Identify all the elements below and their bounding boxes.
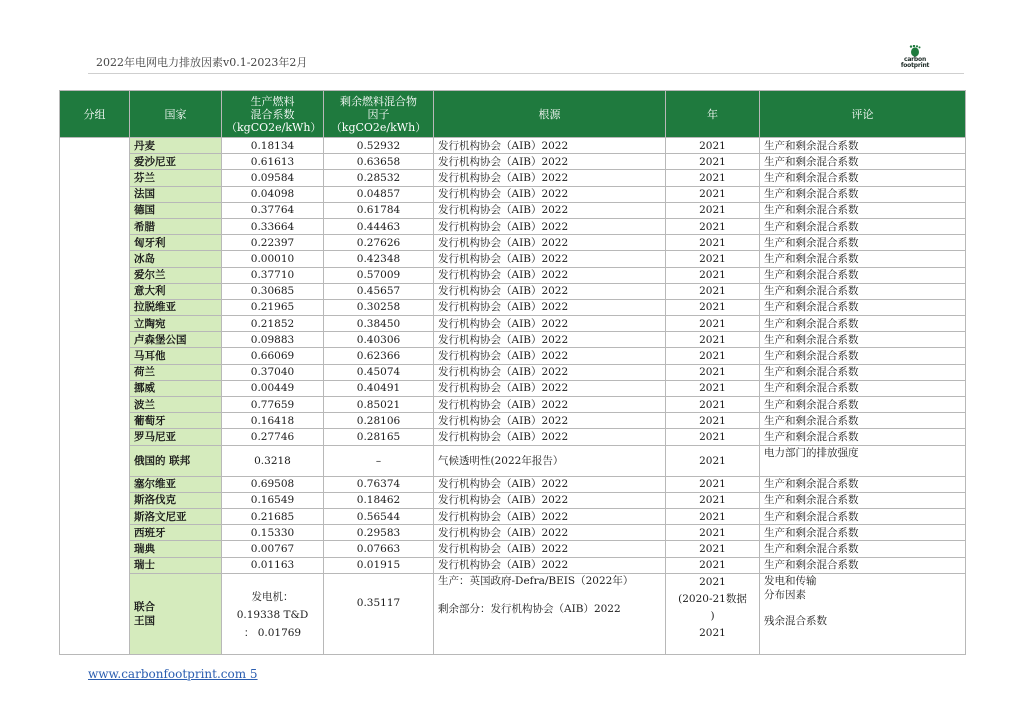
table-header-row — [60, 91, 966, 138]
production-factor-cell: 0.16549 — [222, 492, 324, 508]
source-cell: 发行机构协会（AIB）2022 — [434, 541, 666, 557]
year-cell: 2021 — [666, 299, 760, 315]
comment-cell: 生产和剩余混合系数 — [760, 267, 966, 283]
table-row — [60, 154, 966, 170]
year-cell: 2021 — [666, 235, 760, 251]
comment-cell: 生产和剩余混合系数 — [760, 429, 966, 445]
uk-year-line4: 2021 — [699, 626, 726, 639]
production-factor-cell: 0.04098 — [222, 186, 324, 202]
year-cell: 2021 — [666, 541, 760, 557]
country-cell: 立陶宛 — [130, 316, 222, 332]
table-row — [60, 251, 966, 267]
comment-cell: 生产和剩余混合系数 — [760, 541, 966, 557]
source-cell: 发行机构协会（AIB）2022 — [434, 397, 666, 413]
country-cell: 法国 — [130, 186, 222, 202]
country-cell: 塞尔维亚 — [130, 476, 222, 492]
country-cell: 葡萄牙 — [130, 413, 222, 429]
production-factor-cell: 0.37710 — [222, 267, 324, 283]
table-row — [60, 332, 966, 348]
table-row — [60, 525, 966, 541]
year-cell: 2021 — [666, 429, 760, 445]
country-cell: 波兰 — [130, 397, 222, 413]
source-cell: 发行机构协会（AIB）2022 — [434, 525, 666, 541]
comment-cell: 生产和剩余混合系数 — [760, 154, 966, 170]
source-cell: 发行机构协会（AIB）2022 — [434, 202, 666, 218]
table-row — [60, 267, 966, 283]
comment-cell: 生产和剩余混合系数 — [760, 476, 966, 492]
header-group: 分组 — [60, 91, 130, 138]
country-cell: 拉脱维亚 — [130, 299, 222, 315]
year-cell: 2021 — [666, 251, 760, 267]
production-factor-cell-uk — [222, 573, 324, 654]
residual-factor-cell: 0.01915 — [324, 557, 434, 573]
residual-factor-cell: 0.27626 — [324, 235, 434, 251]
comment-cell: 电力部门的排放强度 — [760, 445, 966, 476]
source-cell: 气候透明性(2022年报告） — [434, 445, 666, 476]
uk-production-line1: 发电机： — [251, 590, 294, 603]
residual-factor-cell: 0.40306 — [324, 332, 434, 348]
table-row-russia — [60, 445, 966, 476]
country-cell: 斯洛文尼亚 — [130, 508, 222, 524]
year-cell: 2021 — [666, 186, 760, 202]
country-cell: 罗马尼亚 — [130, 429, 222, 445]
residual-factor-cell: 0.61784 — [324, 202, 434, 218]
comment-cell: 生产和剩余混合系数 — [760, 218, 966, 234]
uk-source-line2: 剩余部分：发行机构协会（AIB）2022 — [438, 602, 621, 615]
year-cell: 2021 — [666, 380, 760, 396]
table-row — [60, 476, 966, 492]
uk-comment-line3: 残余混合系数 — [764, 614, 827, 627]
comment-cell: 生产和剩余混合系数 — [760, 492, 966, 508]
comment-cell: 生产和剩余混合系数 — [760, 316, 966, 332]
table-row — [60, 397, 966, 413]
year-cell: 2021 — [666, 202, 760, 218]
comment-cell: 生产和剩余混合系数 — [760, 332, 966, 348]
table-row — [60, 508, 966, 524]
source-cell: 发行机构协会（AIB）2022 — [434, 170, 666, 186]
production-factor-cell: 0.00449 — [222, 380, 324, 396]
year-cell: 2021 — [666, 218, 760, 234]
country-cell: 瑞士 — [130, 557, 222, 573]
country-cell: 希腊 — [130, 218, 222, 234]
residual-factor-cell: 0.04857 — [324, 186, 434, 202]
source-cell: 发行机构协会（AIB）2022 — [434, 429, 666, 445]
year-cell: 2021 — [666, 492, 760, 508]
comment-cell: 生产和剩余混合系数 — [760, 283, 966, 299]
source-cell: 发行机构协会（AIB）2022 — [434, 316, 666, 332]
year-cell: 2021 — [666, 476, 760, 492]
production-factor-cell: 0.22397 — [222, 235, 324, 251]
source-cell-uk — [434, 573, 666, 654]
country-cell: 卢森堡公国 — [130, 332, 222, 348]
production-factor-cell: 0.00010 — [222, 251, 324, 267]
table-row — [60, 299, 966, 315]
uk-production-line2: 0.19338 T&D — [236, 608, 309, 621]
source-cell: 发行机构协会（AIB）2022 — [434, 413, 666, 429]
comment-cell: 生产和剩余混合系数 — [760, 380, 966, 396]
production-factor-cell: 0.01163 — [222, 557, 324, 573]
country-cell: 瑞典 — [130, 541, 222, 557]
header-production-line3: （kgCO2e/kWh） — [226, 120, 322, 134]
table-row — [60, 283, 966, 299]
production-factor-cell: 0.15330 — [222, 525, 324, 541]
header-production-factor — [222, 91, 324, 138]
group-cell — [60, 138, 130, 655]
residual-factor-cell: 0.45074 — [324, 364, 434, 380]
comment-cell: 生产和剩余混合系数 — [760, 299, 966, 315]
country-cell: 冰岛 — [130, 251, 222, 267]
comment-cell: 生产和剩余混合系数 — [760, 557, 966, 573]
residual-factor-cell: 0.44463 — [324, 218, 434, 234]
residual-factor-cell: 0.56544 — [324, 508, 434, 524]
uk-production-line3: ： 0.01769 — [243, 626, 302, 639]
year-cell: 2021 — [666, 283, 760, 299]
residual-factor-cell: 0.63658 — [324, 154, 434, 170]
uk-source-line1: 生产：英国政府-Defra/BEIS（2022年） — [438, 574, 634, 587]
year-cell: 2021 — [666, 445, 760, 476]
carbon-footprint-logo — [898, 44, 932, 70]
production-factor-cell: 0.27746 — [222, 429, 324, 445]
source-cell: 发行机构协会（AIB）2022 — [434, 557, 666, 573]
comment-cell: 生产和剩余混合系数 — [760, 508, 966, 524]
comment-cell: 生产和剩余混合系数 — [760, 397, 966, 413]
uk-source-spacer — [438, 588, 661, 602]
header-source: 根源 — [434, 91, 666, 138]
residual-factor-cell: 0.28106 — [324, 413, 434, 429]
residual-factor-cell: 0.38450 — [324, 316, 434, 332]
comment-cell: 生产和剩余混合系数 — [760, 348, 966, 364]
residual-factor-cell: 0.85021 — [324, 397, 434, 413]
year-cell: 2021 — [666, 138, 760, 154]
country-cell: 爱沙尼亚 — [130, 154, 222, 170]
country-cell: 挪威 — [130, 380, 222, 396]
comment-cell: 生产和剩余混合系数 — [760, 364, 966, 380]
residual-factor-cell: 0.18462 — [324, 492, 434, 508]
table-row — [60, 557, 966, 573]
footer-website-link[interactable]: www.carbonfootprint.com 5 — [88, 667, 258, 681]
year-cell: 2021 — [666, 348, 760, 364]
source-cell: 发行机构协会（AIB）2022 — [434, 186, 666, 202]
country-cell-uk — [130, 573, 222, 654]
source-cell: 发行机构协会（AIB）2022 — [434, 283, 666, 299]
production-factor-cell: 0.21852 — [222, 316, 324, 332]
country-cell: 丹麦 — [130, 138, 222, 154]
year-cell: 2021 — [666, 557, 760, 573]
residual-factor-cell: – — [324, 445, 434, 476]
country-cell: 马耳他 — [130, 348, 222, 364]
country-cell: 意大利 — [130, 283, 222, 299]
year-cell: 2021 — [666, 332, 760, 348]
header-residual-line2: 因子 — [367, 107, 390, 121]
residual-factor-cell: 0.76374 — [324, 476, 434, 492]
header-residual-factor — [324, 91, 434, 138]
table-row — [60, 170, 966, 186]
residual-factor-cell: 0.42348 — [324, 251, 434, 267]
year-cell: 2021 — [666, 508, 760, 524]
year-cell: 2021 — [666, 170, 760, 186]
logo-text-carbon: carbon — [903, 56, 927, 63]
year-cell: 2021 — [666, 525, 760, 541]
uk-country-line2: 王国 — [134, 614, 155, 627]
table-row — [60, 186, 966, 202]
country-cell: 西班牙 — [130, 525, 222, 541]
production-factor-cell: 0.33664 — [222, 218, 324, 234]
source-cell: 发行机构协会（AIB）2022 — [434, 154, 666, 170]
comment-cell: 生产和剩余混合系数 — [760, 186, 966, 202]
country-cell: 德国 — [130, 202, 222, 218]
uk-residual-value: 0.35117 — [356, 596, 401, 609]
production-factor-cell: 0.21685 — [222, 508, 324, 524]
source-cell: 发行机构协会（AIB）2022 — [434, 348, 666, 364]
residual-factor-cell: 0.45657 — [324, 283, 434, 299]
table-row — [60, 316, 966, 332]
table-row — [60, 429, 966, 445]
production-factor-cell: 0.30685 — [222, 283, 324, 299]
table-row — [60, 364, 966, 380]
residual-factor-cell: 0.62366 — [324, 348, 434, 364]
production-factor-cell: 0.3218 — [222, 445, 324, 476]
table-row — [60, 202, 966, 218]
header-country: 国家 — [130, 91, 222, 138]
country-cell: 芬兰 — [130, 170, 222, 186]
residual-factor-cell: 0.30258 — [324, 299, 434, 315]
uk-year-line3: ) — [710, 609, 715, 622]
uk-comment-spacer — [764, 602, 961, 614]
residual-factor-cell: 0.07663 — [324, 541, 434, 557]
document-header-title: 2022年电网电力排放因素v0.1-2023年2月 — [96, 56, 308, 69]
production-factor-cell: 0.37040 — [222, 364, 324, 380]
source-cell: 发行机构协会（AIB）2022 — [434, 332, 666, 348]
source-cell: 发行机构协会（AIB）2022 — [434, 235, 666, 251]
source-cell: 发行机构协会（AIB）2022 — [434, 218, 666, 234]
source-cell: 发行机构协会（AIB）2022 — [434, 364, 666, 380]
production-factor-cell: 0.66069 — [222, 348, 324, 364]
table-row — [60, 541, 966, 557]
comment-cell: 生产和剩余混合系数 — [760, 202, 966, 218]
table-row — [60, 235, 966, 251]
production-factor-cell: 0.18134 — [222, 138, 324, 154]
header-year: 年 — [666, 91, 760, 138]
table-row — [60, 348, 966, 364]
table-row-uk — [60, 573, 966, 654]
comment-cell: 生产和剩余混合系数 — [760, 413, 966, 429]
year-cell: 2021 — [666, 267, 760, 283]
year-cell: 2021 — [666, 364, 760, 380]
production-factor-cell: 0.09584 — [222, 170, 324, 186]
source-cell: 发行机构协会（AIB）2022 — [434, 267, 666, 283]
year-cell: 2021 — [666, 154, 760, 170]
header-comment: 评论 — [760, 91, 966, 138]
country-cell: 荷兰 — [130, 364, 222, 380]
residual-factor-cell-uk — [324, 573, 434, 654]
production-factor-cell: 0.00767 — [222, 541, 324, 557]
comment-cell-uk — [760, 573, 966, 654]
residual-factor-cell: 0.57009 — [324, 267, 434, 283]
emission-factors-table — [59, 90, 966, 655]
year-cell: 2021 — [666, 413, 760, 429]
header-residual-line3: （kgCO2e/kWh） — [330, 120, 427, 134]
table-row — [60, 138, 966, 154]
uk-year-line1: 2021 — [699, 575, 726, 588]
residual-factor-cell: 0.52932 — [324, 138, 434, 154]
country-cell: 斯洛伐克 — [130, 492, 222, 508]
uk-comment-line2: 分布因素 — [764, 588, 806, 601]
production-factor-cell: 0.77659 — [222, 397, 324, 413]
source-cell: 发行机构协会（AIB）2022 — [434, 299, 666, 315]
production-factor-cell: 0.61613 — [222, 154, 324, 170]
production-factor-cell: 0.09883 — [222, 332, 324, 348]
year-cell-uk — [666, 573, 760, 654]
comment-cell: 生产和剩余混合系数 — [760, 235, 966, 251]
uk-comment-line1: 发电和传输 — [764, 574, 817, 587]
source-cell: 发行机构协会（AIB）2022 — [434, 476, 666, 492]
comment-cell: 生产和剩余混合系数 — [760, 138, 966, 154]
residual-factor-cell: 0.28532 — [324, 170, 434, 186]
country-cell: 匈牙利 — [130, 235, 222, 251]
year-cell: 2021 — [666, 397, 760, 413]
source-cell: 发行机构协会（AIB）2022 — [434, 251, 666, 267]
source-cell: 发行机构协会（AIB）2022 — [434, 508, 666, 524]
source-cell: 发行机构协会（AIB）2022 — [434, 380, 666, 396]
table-row — [60, 380, 966, 396]
table-row — [60, 218, 966, 234]
comment-cell: 生产和剩余混合系数 — [760, 251, 966, 267]
residual-factor-cell: 0.40491 — [324, 380, 434, 396]
header-residual-line1: 剩余燃料混合物 — [340, 94, 417, 108]
logo-text-footprint: footprint — [900, 62, 930, 69]
uk-country-line1: 联合 — [134, 600, 155, 613]
table-row — [60, 492, 966, 508]
production-factor-cell: 0.21965 — [222, 299, 324, 315]
country-cell: 俄国的 联邦 — [130, 445, 222, 476]
table-row — [60, 413, 966, 429]
header-production-line2: 混合系数 — [250, 107, 295, 121]
header-divider — [88, 73, 964, 74]
header-production-line1: 生产燃料 — [250, 94, 295, 108]
production-factor-cell: 0.37764 — [222, 202, 324, 218]
comment-cell: 生产和剩余混合系数 — [760, 170, 966, 186]
residual-factor-cell: 0.29583 — [324, 525, 434, 541]
production-factor-cell: 0.16418 — [222, 413, 324, 429]
uk-year-line2: (2020-21数据 — [678, 592, 747, 605]
source-cell: 发行机构协会（AIB）2022 — [434, 492, 666, 508]
residual-factor-cell: 0.28165 — [324, 429, 434, 445]
comment-cell: 生产和剩余混合系数 — [760, 525, 966, 541]
country-cell: 爱尔兰 — [130, 267, 222, 283]
source-cell: 发行机构协会（AIB）2022 — [434, 138, 666, 154]
production-factor-cell: 0.69508 — [222, 476, 324, 492]
year-cell: 2021 — [666, 316, 760, 332]
